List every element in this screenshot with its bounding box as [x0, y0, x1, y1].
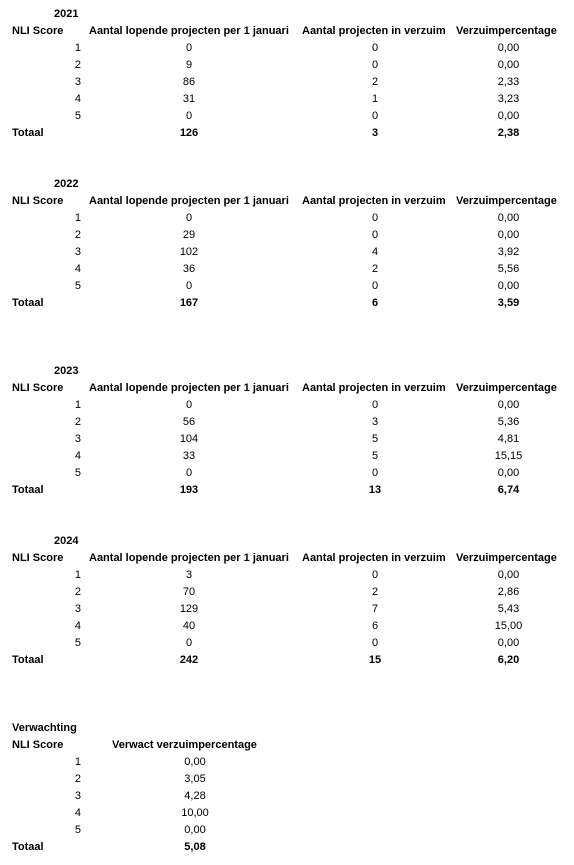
total-row	[0, 125, 574, 142]
absent-cell: 5	[371, 433, 379, 445]
running-cell: 0	[185, 42, 193, 54]
pct-cell: 15,00	[494, 620, 523, 632]
table-row	[0, 567, 574, 584]
pct-cell: 3,92	[497, 246, 520, 258]
table-row	[0, 465, 574, 482]
running-cell: 0	[185, 637, 193, 649]
pct-cell: 0,00	[497, 569, 520, 581]
running-cell: 129	[179, 603, 199, 615]
score-header: NLI Score	[12, 739, 64, 751]
running-cell: 40	[182, 620, 196, 632]
running-cell: 3	[185, 569, 193, 581]
table-row	[0, 414, 574, 431]
pct-cell: 5,43	[497, 603, 520, 615]
running-cell: 0	[185, 467, 193, 479]
table-row	[0, 210, 574, 227]
year-title: 2022	[54, 178, 79, 190]
total-label: Totaal	[12, 127, 44, 139]
running-cell: 0	[185, 280, 193, 292]
running-cell: 102	[179, 246, 199, 258]
table-row	[0, 635, 574, 652]
expected-percentage-header: Verwact verzuimpercentage	[112, 739, 257, 751]
absent-cell: 0	[371, 42, 379, 54]
pct-cell: 5,56	[497, 263, 520, 275]
total-row	[0, 839, 574, 856]
score-cell: 2	[74, 416, 81, 428]
total-label: Totaal	[12, 654, 44, 666]
running-header: Aantal lopende projecten per 1 januari	[89, 382, 289, 394]
table-row	[0, 244, 574, 261]
table-row	[0, 805, 574, 822]
total-pct: 3,59	[497, 297, 520, 309]
absent-cell: 0	[371, 399, 379, 411]
pct-cell: 0,00	[497, 212, 520, 224]
score-cell: 1	[74, 756, 81, 768]
table-row	[0, 788, 574, 805]
total-absent: 6	[371, 297, 379, 309]
table-row	[0, 91, 574, 108]
pct-cell: 3,05	[184, 773, 206, 785]
absent-cell: 4	[371, 246, 379, 258]
pct-cell: 0,00	[497, 42, 520, 54]
year-title: 2021	[54, 8, 79, 20]
running-cell: 56	[182, 416, 196, 428]
score-cell: 2	[74, 59, 81, 71]
pct-cell: 10,00	[181, 807, 209, 819]
total-running: 242	[179, 654, 199, 666]
total-running: 193	[179, 484, 199, 496]
running-header: Aantal lopende projecten per 1 januari	[89, 25, 289, 37]
score-cell: 4	[74, 450, 81, 462]
score-cell: 4	[74, 93, 81, 105]
absent-cell: 0	[371, 229, 379, 241]
table-row	[0, 278, 574, 295]
table-row	[0, 74, 574, 91]
total-absent: 3	[371, 127, 379, 139]
total-pct: 5,08	[184, 841, 206, 853]
score-cell: 5	[74, 637, 81, 649]
score-cell: 3	[74, 603, 81, 615]
score-cell: 4	[74, 620, 81, 632]
total-label: Totaal	[12, 297, 44, 309]
pct-cell: 4,81	[497, 433, 520, 445]
score-cell: 3	[74, 76, 81, 88]
absent-cell: 0	[371, 280, 379, 292]
table-row	[0, 57, 574, 74]
table-row	[0, 618, 574, 635]
absent-cell: 2	[371, 586, 379, 598]
pct-cell: 0,00	[497, 280, 520, 292]
table-row	[0, 771, 574, 788]
absent-cell: 2	[371, 76, 379, 88]
pct-cell: 0,00	[184, 756, 206, 768]
pct-cell: 3,23	[497, 93, 520, 105]
header-row	[0, 550, 574, 567]
running-header: Aantal lopende projecten per 1 januari	[89, 552, 289, 564]
pct-cell: 4,28	[184, 790, 206, 802]
score-cell: 2	[74, 586, 81, 598]
pct-cell: 2,86	[497, 586, 520, 598]
score-cell: 3	[74, 246, 81, 258]
header-row	[0, 193, 574, 210]
running-cell: 29	[182, 229, 196, 241]
score-cell: 2	[74, 773, 81, 785]
score-cell: 5	[74, 467, 81, 479]
pct-cell: 0,00	[497, 59, 520, 71]
running-cell: 31	[182, 93, 196, 105]
header-row	[0, 737, 574, 754]
pct-cell: 2,33	[497, 76, 520, 88]
score-header: NLI Score	[12, 382, 64, 394]
running-cell: 86	[182, 76, 196, 88]
table-row	[0, 601, 574, 618]
pct-cell: 0,00	[184, 824, 206, 836]
table-row	[0, 431, 574, 448]
total-absent: 15	[368, 654, 382, 666]
score-cell: 5	[74, 824, 81, 836]
table-row	[0, 108, 574, 125]
pct-cell: 15,15	[494, 450, 523, 462]
absent-cell: 0	[371, 637, 379, 649]
pct-cell: 0,00	[497, 637, 520, 649]
table-row	[0, 754, 574, 771]
running-cell: 36	[182, 263, 196, 275]
pct-cell: 0,00	[497, 229, 520, 241]
percentage-header: Verzuimpercentage	[456, 552, 557, 564]
percentage-header: Verzuimpercentage	[456, 382, 557, 394]
total-pct: 2,38	[497, 127, 520, 139]
absent-cell: 0	[371, 569, 379, 581]
pct-cell: 5,36	[497, 416, 520, 428]
absent-header: Aantal projecten in verzuim	[302, 552, 446, 564]
absent-cell: 0	[371, 59, 379, 71]
total-label: Totaal	[12, 484, 44, 496]
score-cell: 1	[74, 212, 81, 224]
score-cell: 1	[74, 569, 81, 581]
table-row	[0, 40, 574, 57]
running-cell: 33	[182, 450, 196, 462]
score-cell: 1	[74, 42, 81, 54]
table-row	[0, 261, 574, 278]
score-cell: 2	[74, 229, 81, 241]
score-cell: 5	[74, 110, 81, 122]
running-cell: 0	[185, 212, 193, 224]
absent-cell: 3	[371, 416, 379, 428]
score-cell: 3	[74, 790, 81, 802]
absent-cell: 6	[371, 620, 379, 632]
absent-header: Aantal projecten in verzuim	[302, 195, 446, 207]
absent-cell: 5	[371, 450, 379, 462]
pct-cell: 0,00	[497, 110, 520, 122]
pct-cell: 0,00	[497, 467, 520, 479]
absent-cell: 0	[371, 212, 379, 224]
total-row	[0, 482, 574, 499]
score-cell: 1	[74, 399, 81, 411]
absent-header: Aantal projecten in verzuim	[302, 25, 446, 37]
header-row	[0, 23, 574, 40]
header-row	[0, 380, 574, 397]
table-row	[0, 448, 574, 465]
table-row	[0, 584, 574, 601]
running-cell: 0	[185, 399, 193, 411]
total-running: 126	[179, 127, 199, 139]
absent-cell: 0	[371, 110, 379, 122]
running-header: Aantal lopende projecten per 1 januari	[89, 195, 289, 207]
total-pct: 6,74	[497, 484, 520, 496]
percentage-header: Verzuimpercentage	[456, 195, 557, 207]
year-title: 2023	[54, 365, 79, 377]
absent-cell: 2	[371, 263, 379, 275]
running-cell: 70	[182, 586, 196, 598]
table-row	[0, 822, 574, 839]
percentage-header: Verzuimpercentage	[456, 25, 557, 37]
total-pct: 6,20	[497, 654, 520, 666]
absent-header: Aantal projecten in verzuim	[302, 382, 446, 394]
table-row	[0, 227, 574, 244]
score-header: NLI Score	[12, 25, 64, 37]
score-cell: 5	[74, 280, 81, 292]
pct-cell: 0,00	[497, 399, 520, 411]
total-absent: 13	[368, 484, 382, 496]
year-title: 2024	[54, 535, 79, 547]
table-row	[0, 397, 574, 414]
total-row	[0, 295, 574, 312]
running-cell: 9	[185, 59, 193, 71]
absent-cell: 7	[371, 603, 379, 615]
running-cell: 0	[185, 110, 193, 122]
score-cell: 3	[74, 433, 81, 445]
running-cell: 104	[179, 433, 199, 445]
score-cell: 4	[74, 263, 81, 275]
expectation-title: Verwachting	[12, 722, 77, 734]
absent-cell: 1	[371, 93, 379, 105]
total-running: 167	[179, 297, 199, 309]
score-header: NLI Score	[12, 552, 64, 564]
score-cell: 4	[74, 807, 81, 819]
absent-cell: 0	[371, 467, 379, 479]
total-label: Totaal	[12, 841, 44, 853]
total-row	[0, 652, 574, 669]
score-header: NLI Score	[12, 195, 64, 207]
